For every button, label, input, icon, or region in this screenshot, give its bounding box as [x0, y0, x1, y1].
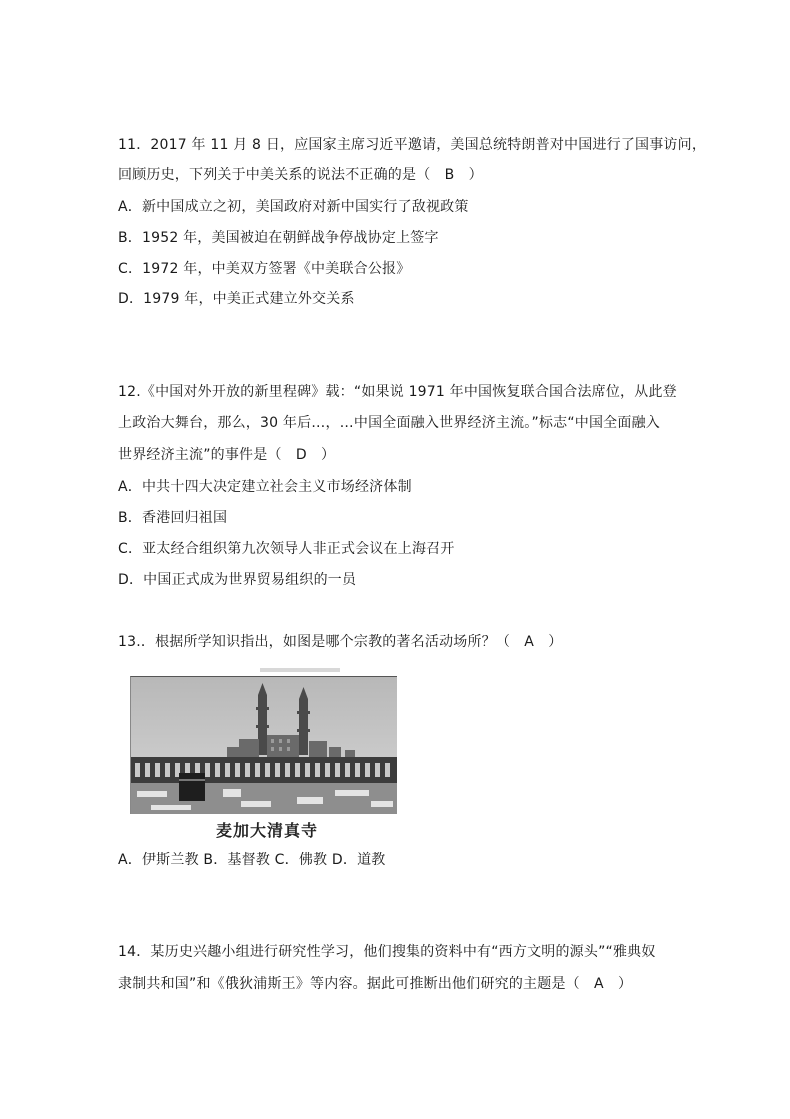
question-11-option-b: B．1952 年，美国被迫在朝鲜战争停战协定上签字: [118, 230, 439, 246]
question-12-line-2: 上政治大舞台，那么，30 年后…，…中国全面融入世界经济主流。”标志“中国全面融入: [118, 415, 660, 431]
question-12-option-d: D．中国正式成为世界贸易组织的一员: [118, 572, 357, 588]
question-11-option-d: D．1979 年，中美正式建立外交关系: [118, 291, 355, 307]
question-12-option-c: C．亚太经合组织第九次领导人非正式会议在上海召开: [118, 541, 455, 557]
photo-caption-text: 麦加大清真寺: [216, 821, 319, 840]
question-14-line-2: 隶制共和国”和《俄狄浦斯王》等内容。据此可推断出他们研究的主题是（ A ）: [118, 976, 633, 992]
mecca-mosque-photo: [130, 676, 397, 815]
photo-caption: [118, 814, 408, 844]
question-12-line-1: 12.《中国对外开放的新里程碑》载：“如果说 1971 年中国恢复联合国合法席位，从此登: [118, 384, 677, 400]
question-12-option-b: B．香港回归祖国: [118, 510, 228, 526]
question-12-line-3: 世界经济主流”的事件是（ D ）: [118, 447, 336, 463]
question-11-option-a: A．新中国成立之初，美国政府对新中国实行了敌视政策: [118, 199, 469, 215]
question-14-line-1: 14．某历史兴趣小组进行研究性学习，他们搜集的资料中有“西方文明的源头”“雅典奴: [118, 944, 656, 960]
question-13-options: A．伊斯兰教 B．基督教 C．佛教 D．道教: [118, 852, 386, 868]
photo-top-smudge: [260, 660, 340, 670]
question-11-line-1: 11．2017 年 11 月 8 日，应国家主席习近平邀请，美国总统特朗普对中国进行了国事访问，: [118, 137, 707, 153]
question-12-option-a: A．中共十四大决定建立社会主义市场经济体制: [118, 479, 412, 495]
question-13-line-1: 13.．根据所学知识指出，如图是哪个宗教的著名活动场所？（ A ）: [118, 634, 563, 650]
question-11-line-2: 回顾历史，下列关于中美关系的说法不正确的是（ B ）: [118, 167, 483, 183]
question-11-option-c: C．1972 年，中美双方签署《中美联合公报》: [118, 261, 411, 277]
